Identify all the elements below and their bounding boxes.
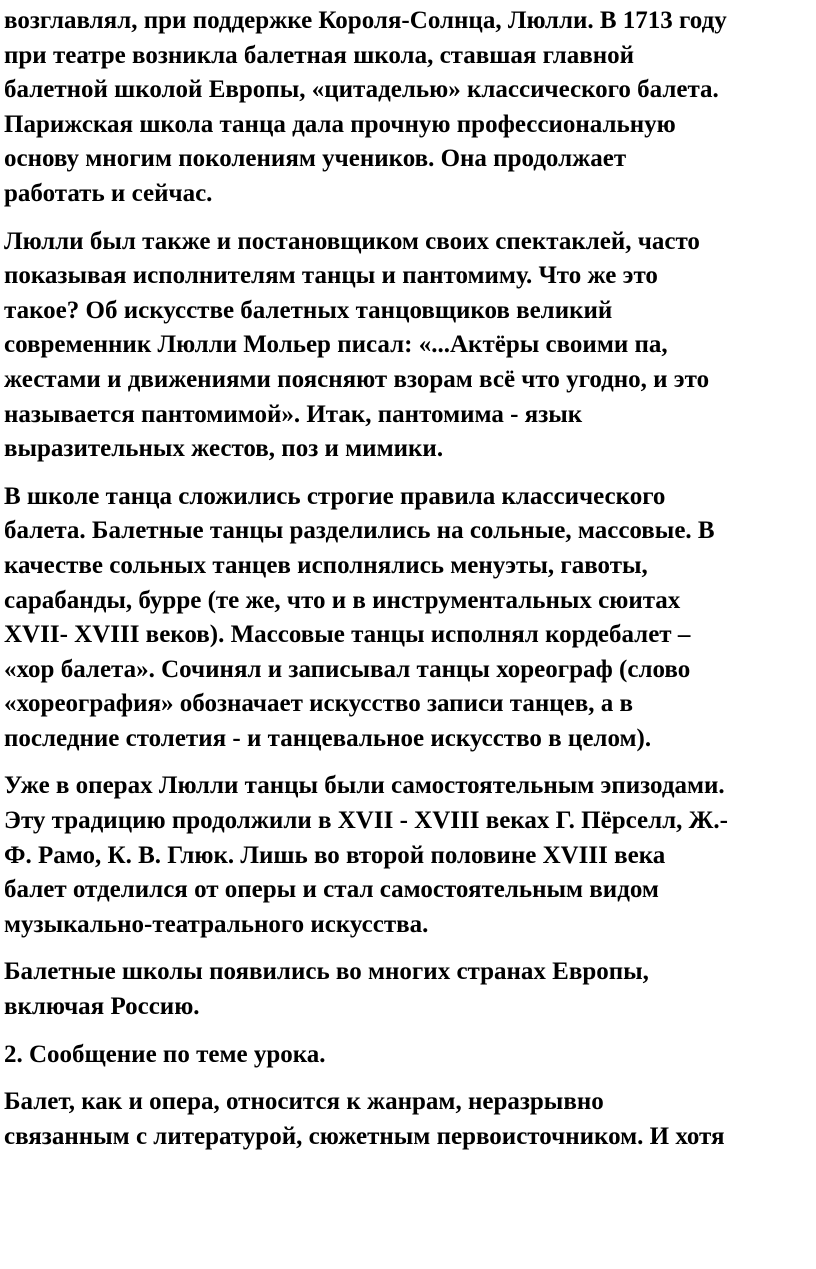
- paragraph-4: [4, 769, 816, 942]
- text-line: Балет, как и опера, относится к жанрам, неразрывно: [4, 1088, 604, 1116]
- text-line: жестами и движениями поясняют взорам всё что угодно, и это: [4, 365, 710, 393]
- text-line: Ф. Рамо, К. В. Глюк. Лишь во второй половине XVIII века: [4, 841, 666, 869]
- text-line: при театре возникла балетная школа, ставшая главной: [4, 41, 635, 69]
- text-line: Люлли был также и постановщиком своих спектаклей, часто: [4, 227, 700, 255]
- text-line: последние столетия - и танцевальное искусство в целом).: [4, 724, 652, 752]
- text-line: называется пантомимой». Итак, пантомима - язык: [4, 400, 583, 428]
- text-line: такое? Об искусстве балетных танцовщиков великий: [4, 296, 613, 324]
- paragraph-2: [4, 225, 816, 467]
- text-line: работать и сейчас.: [4, 179, 213, 207]
- text-line: «хореография» обозначает искусство записи танцев, а в: [4, 690, 633, 718]
- text-line: выразительных жестов, поз и мимики.: [4, 435, 444, 463]
- text-line: качестве сольных танцев исполнялись менуэты, гавоты,: [4, 551, 648, 579]
- text-line: связанным с литературой, сюжетным первоисточником. И хотя: [4, 1122, 725, 1150]
- paragraph-7: [4, 1085, 816, 1154]
- text-line: показывая исполнителям танцы и пантомиму. Что же это: [4, 262, 658, 290]
- text-line: балетной школой Европы, «цитаделью» классического балета.: [4, 76, 719, 104]
- text-line: В школе танца сложились строгие правила классического: [4, 482, 666, 510]
- text-line: Балетные школы появились во многих странах Европы,: [4, 958, 649, 986]
- paragraph-5: [4, 955, 816, 1024]
- text-line: современник Люлли Мольер писал: «...Актёры своими па,: [4, 331, 668, 359]
- heading-line: 2. Сообщение по теме урока.: [4, 1040, 326, 1068]
- text-line: возглавлял, при поддержке Короля-Солнца, Люлли. В 1713 году: [4, 7, 727, 34]
- text-line: Эту традицию продолжили в XVII - XVIII веках Г. Пёрселл, Ж.-: [4, 807, 728, 835]
- text-line: Парижская школа танца дала прочную профессиональную: [4, 110, 676, 138]
- text-line: сарабанды, бурре (те же, что и в инструментальных сюитах: [4, 586, 681, 614]
- text-line: музыкально-театрального искусства.: [4, 910, 429, 938]
- section-heading: [4, 1038, 816, 1073]
- text-line: балета. Балетные танцы разделились на сольные, массовые. В: [4, 517, 715, 545]
- paragraph-1: [4, 4, 816, 212]
- text-line: XVII- XVIII веков). Массовые танцы исполнял кордебалет –: [4, 621, 691, 649]
- text-line: «хор балета». Сочинял и записывал танцы хореограф (слово: [4, 655, 691, 683]
- text-line: Уже в операх Люлли танцы были самостоятельным эпизодами.: [4, 772, 725, 800]
- paragraph-3: [4, 480, 816, 757]
- text-line: включая Россию.: [4, 993, 200, 1021]
- text-line: основу многим поколениям учеников. Она продолжает: [4, 145, 627, 173]
- text-line: балет отделился от оперы и стал самостоятельным видом: [4, 876, 659, 904]
